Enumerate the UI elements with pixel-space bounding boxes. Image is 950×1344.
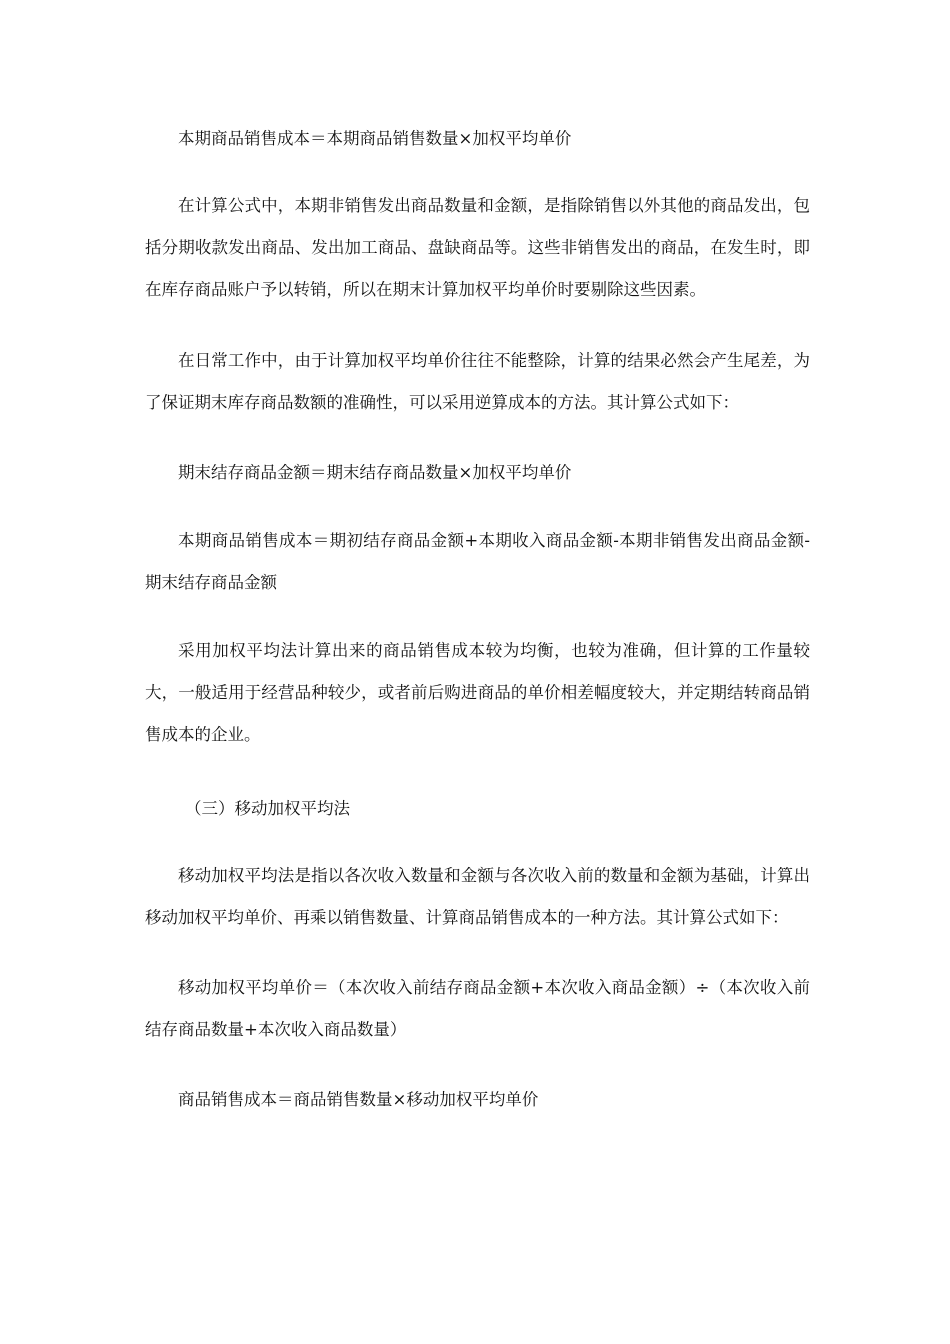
formula-reverse-cost: 本期商品销售成本＝期初结存商品金额+本期收入商品金额-本期非销售发出商品金额-期末结存商品金额 [145,531,810,592]
formula-moving-average-price: 移动加权平均单价＝（本次收入前结存商品金额+本次收入商品金额）÷（本次收入前结存商品数量+本次收入商品数量） [145,978,810,1039]
paragraph-weighted-average-evaluation: 采用加权平均法计算出来的商品销售成本较为均衡，也较为准确，但计算的工作量较大，一般适用于经营品种较少，或者前后购进商品的单价相差幅度较大，并定期结转商品销售成本的企业。 [145,641,810,744]
formula-moving-sales-cost: 商品销售成本＝商品销售数量×移动加权平均单价 [178,1090,539,1109]
formula-ending-inventory: 期末结存商品金额＝期末结存商品数量×加权平均单价 [178,463,572,482]
formula-sales-cost: 本期商品销售成本＝本期商品销售数量×加权平均单价 [178,129,572,148]
section-heading-moving-average: （三）移动加权平均法 [185,799,350,818]
paragraph-rounding-difference: 在日常工作中，由于计算加权平均单价往往不能整除，计算的结果必然会产生尾差，为了保证期末库存商品数额的准确性，可以采用逆算成本的方法。其计算公式如下： [145,351,810,412]
paragraph-moving-average-definition: 移动加权平均法是指以各次收入数量和金额与各次收入前的数量和金额为基础，计算出移动加权平均单价、再乘以销售数量、计算商品销售成本的一种方法。其计算公式如下： [145,866,810,927]
paragraph-non-sales-explanation: 在计算公式中，本期非销售发出商品数量和金额，是指除销售以外其他的商品发出，包括分期收款发出商品、发出加工商品、盘缺商品等。这些非销售发出的商品，在发生时，即在库存商品账户予以转销，所以在期末计算加权平均单价时要剔除这些因素。 [145,196,810,299]
